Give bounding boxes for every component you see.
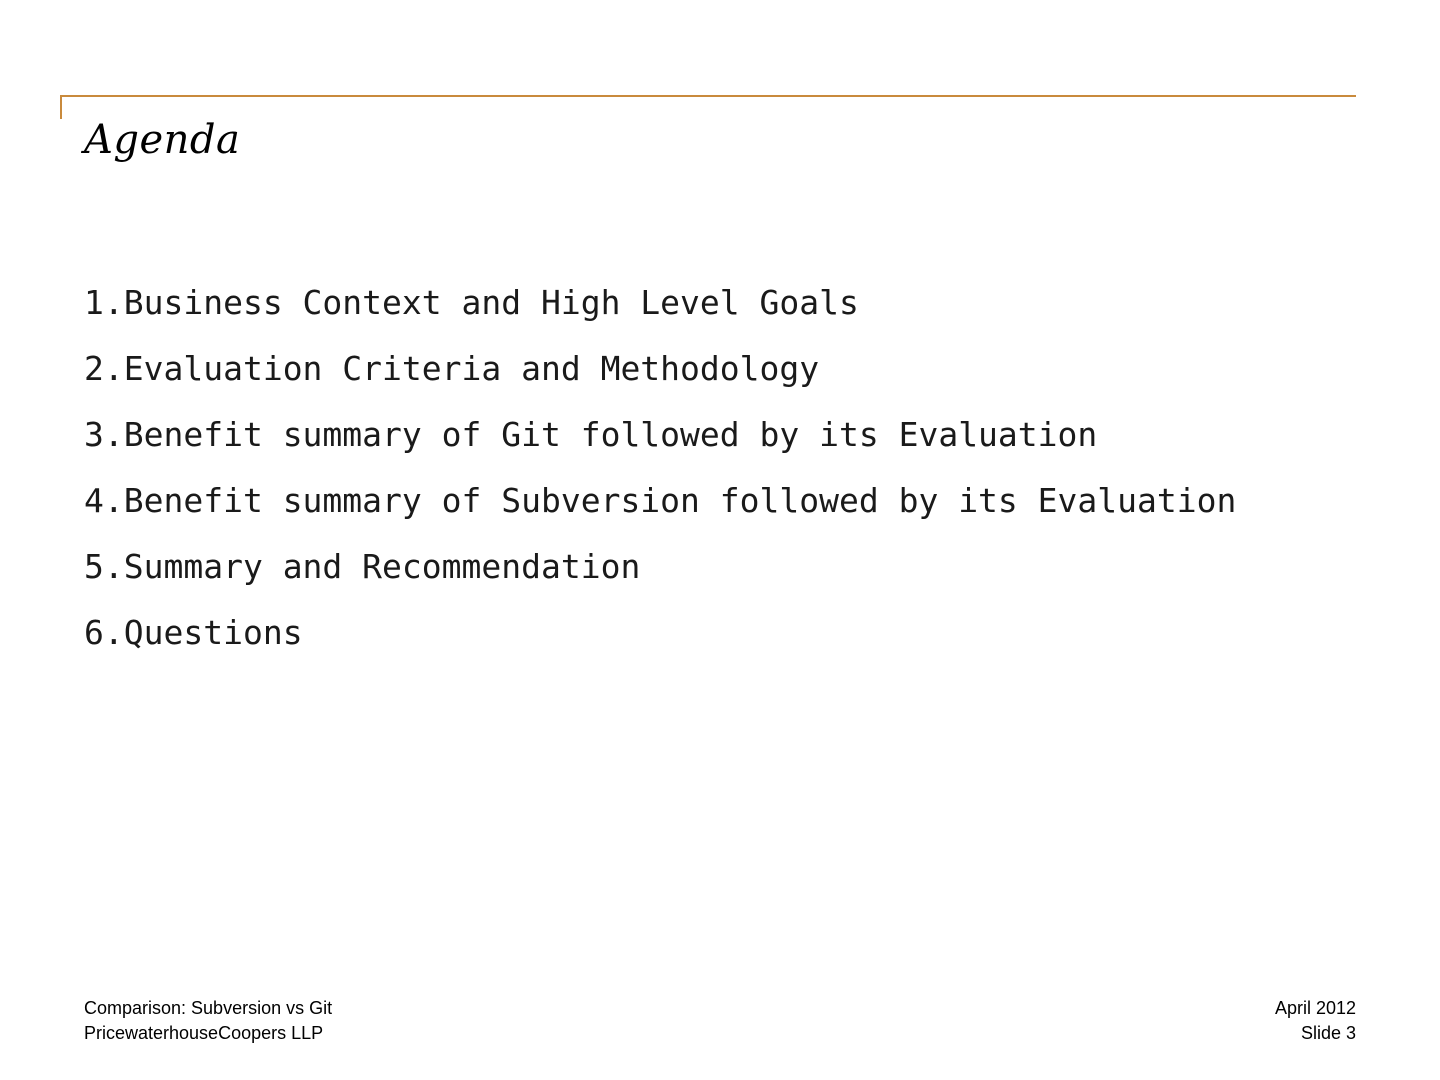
agenda-item-number: 2.: [84, 349, 124, 388]
agenda-list: [84, 270, 1236, 666]
agenda-item-text: Benefit summary of Subversion followed by its Evaluation: [123, 481, 1237, 520]
title-rule: [60, 95, 1356, 97]
agenda-item-number: 3.: [84, 415, 124, 454]
footer-right: [1275, 996, 1356, 1046]
agenda-item: [84, 336, 1236, 402]
slide-title: Agenda: [84, 117, 241, 163]
agenda-item-number: 4.: [84, 481, 124, 520]
agenda-item-text: Summary and Recommendation: [123, 547, 641, 586]
footer-company: PricewaterhouseCoopers LLP: [84, 1023, 324, 1043]
footer-presentation-title: Comparison: Subversion vs Git: [84, 998, 333, 1018]
agenda-item-text: Evaluation Criteria and Methodology: [123, 349, 820, 388]
agenda-item-number: 5.: [84, 547, 124, 586]
agenda-item: [84, 402, 1236, 468]
agenda-item: [84, 270, 1236, 336]
agenda-item-number: 1.: [84, 283, 124, 322]
agenda-item-number: 6.: [84, 613, 124, 652]
title-rule-corner: [60, 95, 62, 119]
agenda-item: [84, 468, 1236, 534]
agenda-item-text: Benefit summary of Git followed by its Evaluation: [123, 415, 1098, 454]
agenda-item-text: Questions: [123, 613, 303, 652]
agenda-item: [84, 600, 1236, 666]
footer-date: April 2012: [1274, 998, 1356, 1018]
agenda-item: [84, 534, 1236, 600]
footer-left: [84, 996, 332, 1046]
footer-slide-number: Slide 3: [1300, 1023, 1356, 1043]
agenda-item-text: Business Context and High Level Goals: [123, 283, 859, 322]
